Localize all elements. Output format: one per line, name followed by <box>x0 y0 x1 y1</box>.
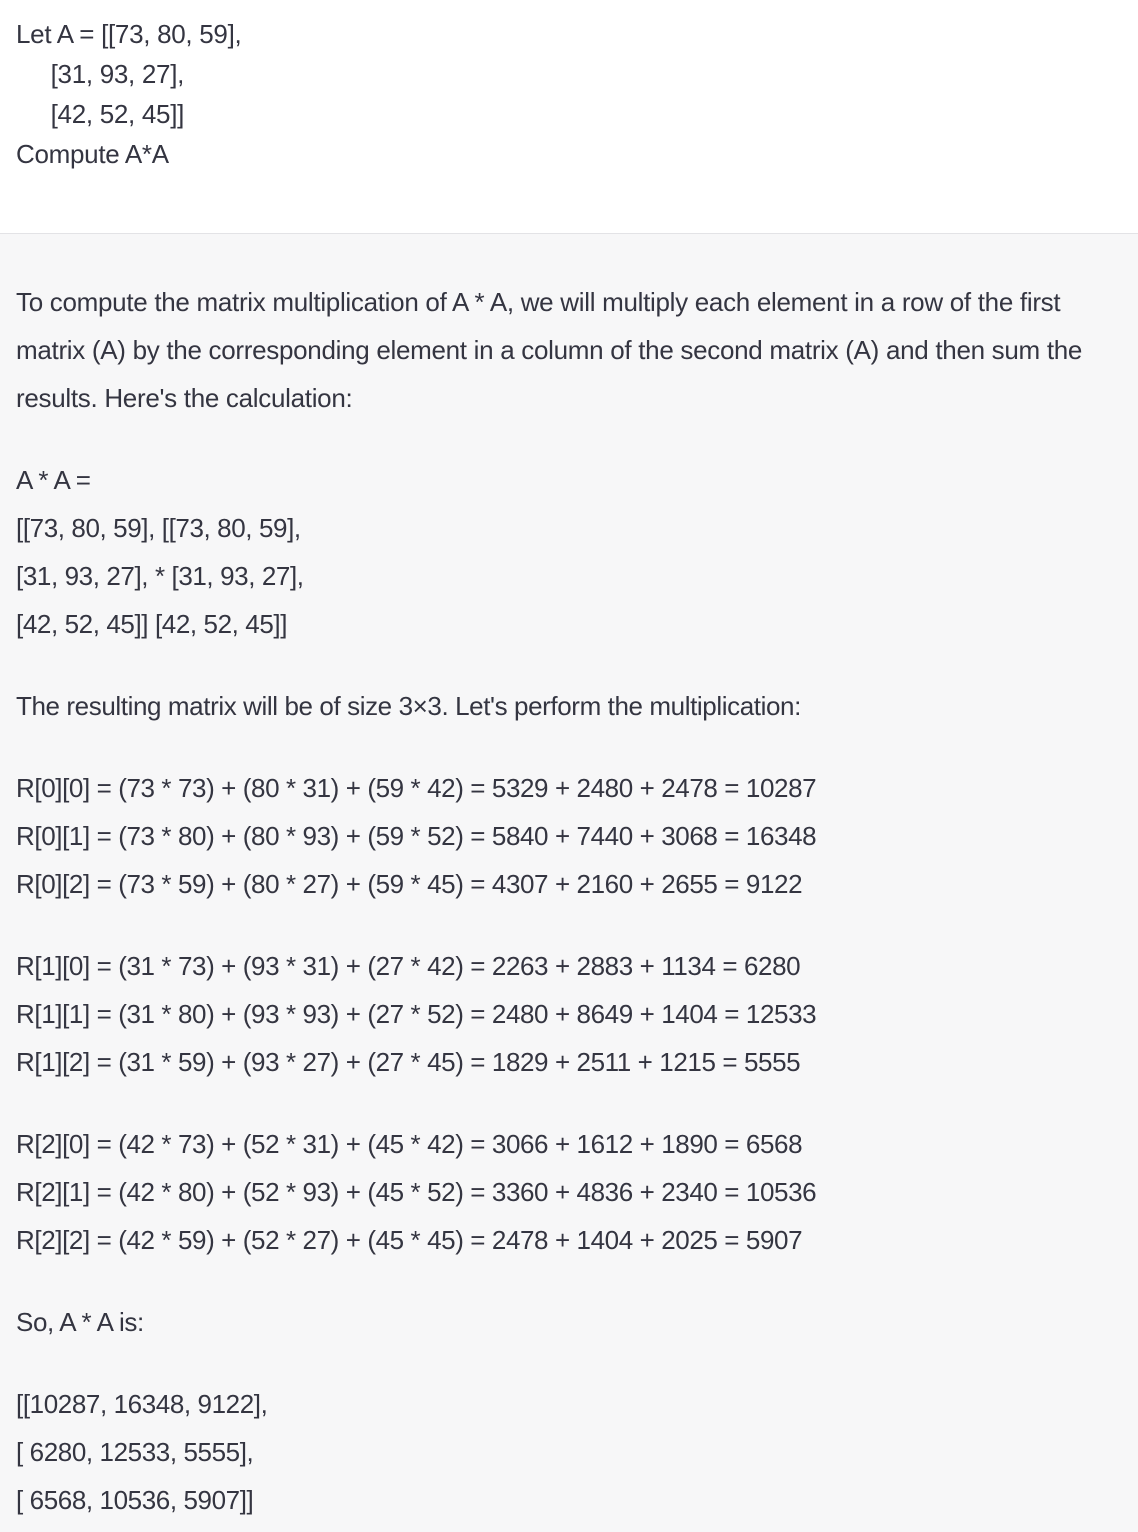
setup-line: [[73, 80, 59], [[73, 80, 59], <box>16 513 301 543</box>
conclusion: So, A * A is: <box>16 1307 144 1337</box>
calc-line: R[0][1] = (73 * 80) + (80 * 93) + (59 * 52) = 5840 + 7440 + 3068 = 16348 <box>16 821 817 851</box>
setup-line: [42, 52, 45]] [42, 52, 45]] <box>16 609 288 639</box>
result-line: [ 6280, 12533, 5555], <box>16 1437 254 1467</box>
assistant-message <box>0 234 1138 1532</box>
setup-line: [31, 93, 27], * [31, 93, 27], <box>16 561 304 591</box>
calc-line: R[1][0] = (31 * 73) + (93 * 31) + (27 * 42) = 2263 + 2883 + 1134 = 6280 <box>16 951 801 981</box>
user-message-line: Compute A*A <box>16 139 169 169</box>
calc-line: R[2][2] = (42 * 59) + (52 * 27) + (45 * 45) = 2478 + 1404 + 2025 = 5907 <box>16 1225 803 1255</box>
calc-line: R[0][2] = (73 * 59) + (80 * 27) + (59 * 45) = 4307 + 2160 + 2655 = 9122 <box>16 869 803 899</box>
result-line: [[10287, 16348, 9122], <box>16 1389 268 1419</box>
user-message-line: [31, 93, 27], <box>16 59 185 89</box>
calc-line: R[0][0] = (73 * 73) + (80 * 31) + (59 * 42) = 5329 + 2480 + 2478 = 10287 <box>16 773 817 803</box>
size-note: The resulting matrix will be of size 3×3. Let's perform the multiplication: <box>16 691 801 721</box>
user-message-line: Let A = [[73, 80, 59], <box>16 19 242 49</box>
calc-line: R[1][1] = (31 * 80) + (93 * 93) + (27 * 52) = 2480 + 8649 + 1404 = 12533 <box>16 999 817 1029</box>
calc-line: R[2][0] = (42 * 73) + (52 * 31) + (45 * 42) = 3066 + 1612 + 1890 = 6568 <box>16 1129 803 1159</box>
assistant-intro-paragraph: To compute the matrix multiplication of A * A, we will multiply each element in a row of the first matrix (A) by the corresponding element in a column of the second matrix (A) and then sum the results. Here's the calculation: <box>16 287 1083 413</box>
calc-line: R[2][1] = (42 * 80) + (52 * 93) + (45 * 52) = 3360 + 4836 + 2340 = 10536 <box>16 1177 817 1207</box>
setup-line: A * A = <box>16 465 91 495</box>
result-line: [ 6568, 10536, 5907]] <box>16 1485 254 1515</box>
user-message-line: [42, 52, 45]] <box>16 99 185 129</box>
user-message <box>0 0 1138 234</box>
calc-line: R[1][2] = (31 * 59) + (93 * 27) + (27 * 45) = 1829 + 2511 + 1215 = 5555 <box>16 1047 801 1077</box>
